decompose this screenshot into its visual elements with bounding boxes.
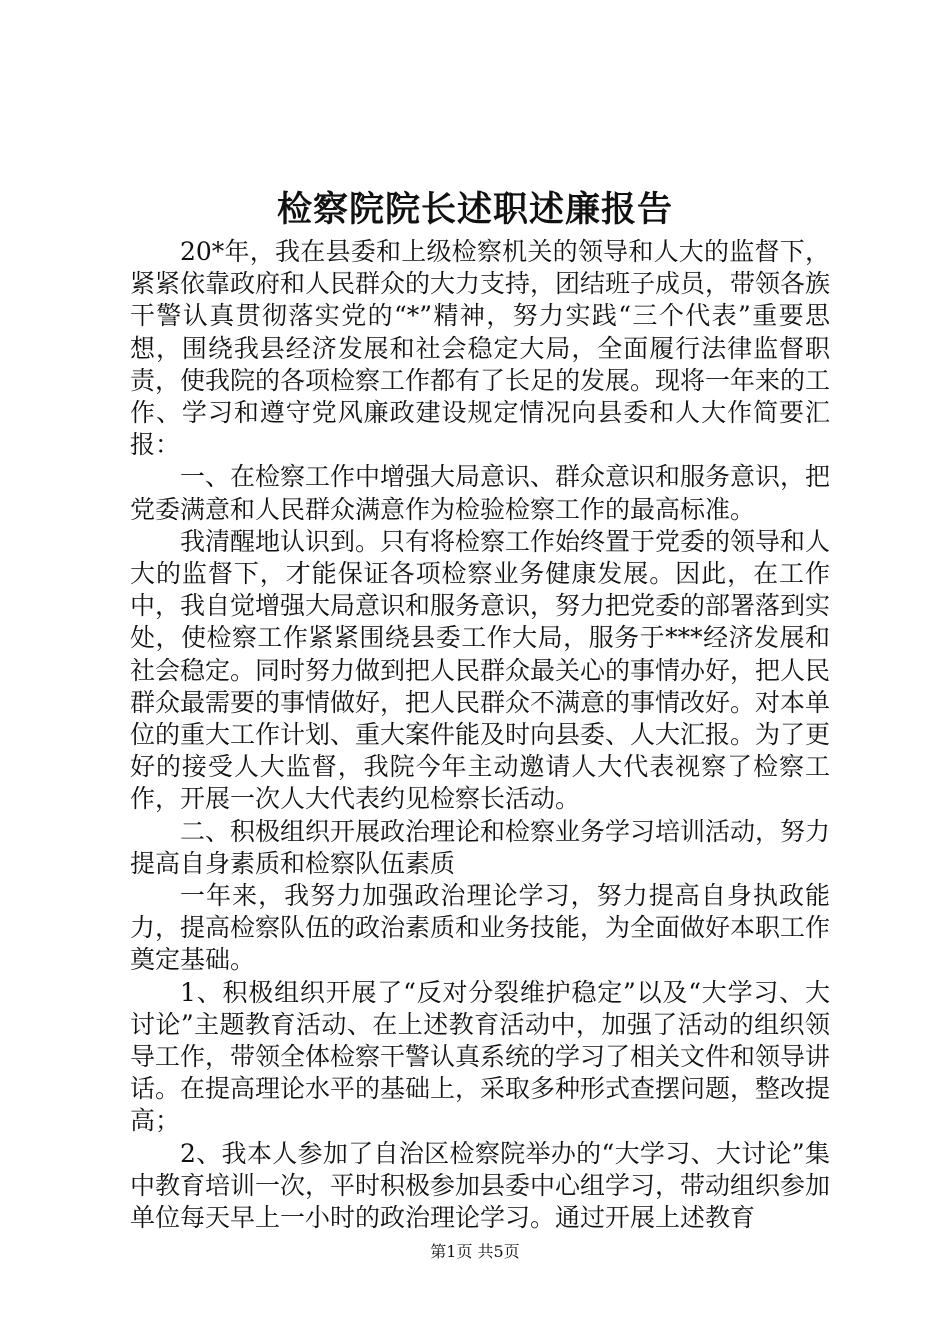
paragraph-item-2: 2、我本人参加了自治区检察院举办的“大学习、大讨论”集中教育培训一次，平时积极参加县委中心组学习，带动组织参加单位每天早上一小时的政治理论学习。通过开展上述教育 — [130, 1138, 831, 1233]
document-title: 检察院院长述职述廉报告 — [276, 189, 673, 230]
paragraph-intro: 20*年，我在县委和上级检察机关的领导和人大的监督下，紧紧依靠政府和人民群众的大力支持，团结班子成员，带领各族干警认真贯彻落实党的“*”精神，努力实践“三个代表”重要思想，围绕我县经济发展和社会稳定大局，全面履行法律监督职责，使我院的各项检察工作都有了长足的发展。现将一年来的工作、学习和遵守党风廉政建设规定情况向县委和人大作简要汇报： — [130, 237, 831, 460]
paragraph-item-1: 1、积极组织开展了“反对分裂维护稳定”以及“大学习、大讨论”主题教育活动、在上述教育活动中，加强了活动的组织领导工作，带领全体检察干警认真系统的学习了相关文件和领导讲话。在提高理论水平的基础上，采取多种形式查摆问题，整改提高； — [130, 977, 831, 1136]
paragraph-section-1-heading: 一、在检察工作中增强大局意识、群众意识和服务意识，把党委满意和人民群众满意作为检验检察工作的最高标准。 — [130, 462, 831, 524]
page-footer: 第1页 共5页 — [430, 1242, 520, 1261]
paragraph-section-1-body: 我清醒地认识到。只有将检察工作始终置于党委的领导和人大的监督下，才能保证各项检察业务健康发展。因此，在工作中，我自觉增强大局意识和服务意识，努力把党委的部署落到实处，使检察工作紧紧围绕县委工作大局，服务于***经济发展和社会稳定。同时努力做到把人民群众最关心的事情办好，把人民群众最需要的事情做好，把人民群众不满意的事情改好。对本单位的重大工作计划、重大案件能及时向县委、人大汇报。为了更好的接受人大监督，我院今年主动邀请人大代表视察了检察工作，开展一次人大代表约见检察长活动。 — [130, 526, 831, 814]
paragraph-section-2-heading: 二、积极组织开展政治理论和检察业务学习培训活动，努力提高自身素质和检察队伍素质 — [130, 816, 831, 878]
paragraph-section-2-body: 一年来，我努力加强政治理论学习，努力提高自身执政能力，提高检察队伍的政治素质和业务技能，为全面做好本职工作奠定基础。 — [130, 881, 831, 975]
document-body — [130, 236, 830, 1234]
